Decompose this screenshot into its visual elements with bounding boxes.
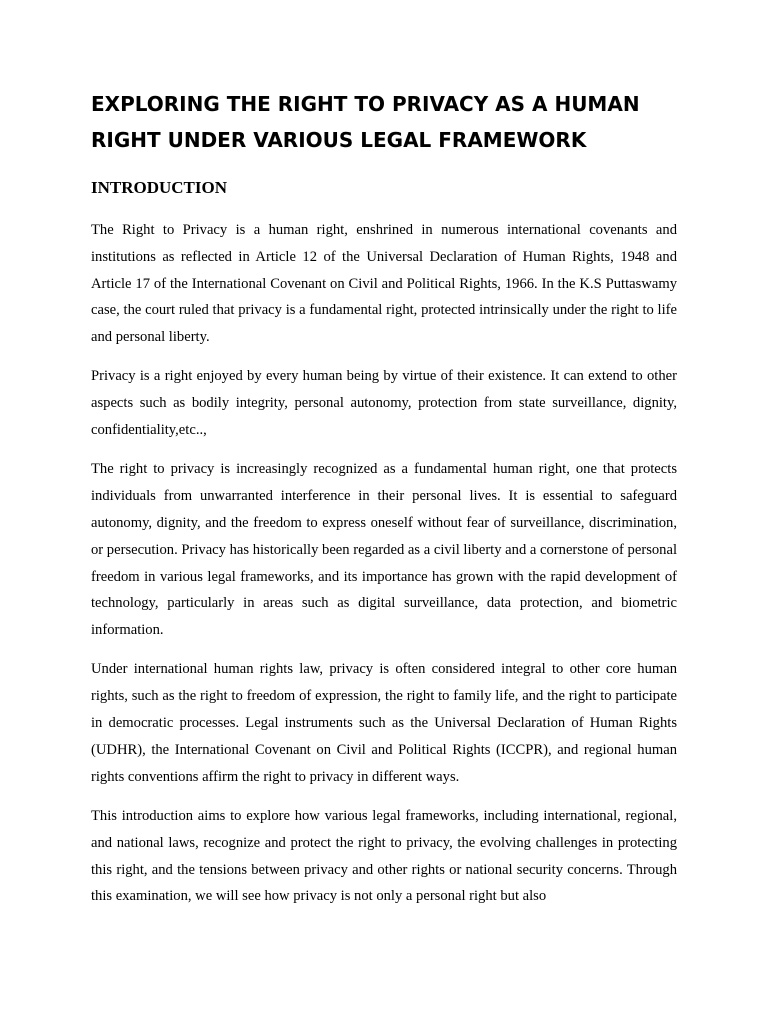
body-text [91,217,677,923]
paragraph: The Right to Privacy is a human right, enshrined in numerous international covenants and institutions as reflected in Article 12 of the Universal Declaration of Human Rights, 1948 and Article 17 of the International Covenant on Civil and Political Rights, 1966. In the K.S Puttaswamy case, the court ruled that privacy is a fundamental right, protected intrinsically under the right to life and personal liberty. [91,222,677,346]
paragraph: Privacy is a right enjoyed by every human being by virtue of their existence. It can extend to other aspects such as bodily integrity, personal autonomy, protection from state surveillance, dignity, confidentiality,etc.., [91,368,677,439]
document-title: EXPLORING THE RIGHT TO PRIVACY AS A HUMAN RIGHT UNDER VARIOUS LEGAL FRAMEWORK [91,92,640,152]
paragraph: The right to privacy is increasingly recognized as a fundamental human right, one that protects individuals from unwarranted interference in their personal lives. It is essential to safeguard autonomy, dignity, and the freedom to express oneself without fear of surveillance, discrimination, or persecution. Privacy has historically been regarded as a civil liberty and a cornerstone of personal freedom in various legal frameworks, and its importance has grown with the rapid development of technology, particularly in areas such as digital surveillance, data protection, and biometric information. [91,461,677,639]
section-heading: INTRODUCTION [91,178,228,197]
paragraph: This introduction aims to explore how various legal frameworks, including international, regional, and national laws, recognize and protect the right to privacy, the evolving challenges in protecting this right, and the tensions between privacy and other rights or national security concerns. Through this examination, we will see how privacy is not only a personal right but also [91,807,677,905]
paragraph: Under international human rights law, privacy is often considered integral to other core human rights, such as the right to freedom of expression, the right to family life, and the right to participate in democratic processes. Legal instruments such as the Universal Declaration of Human Rights (UDHR), the International Covenant on Civil and Political Rights (ICCPR), and regional human rights conventions affirm the right to privacy in different ways. [91,661,677,785]
